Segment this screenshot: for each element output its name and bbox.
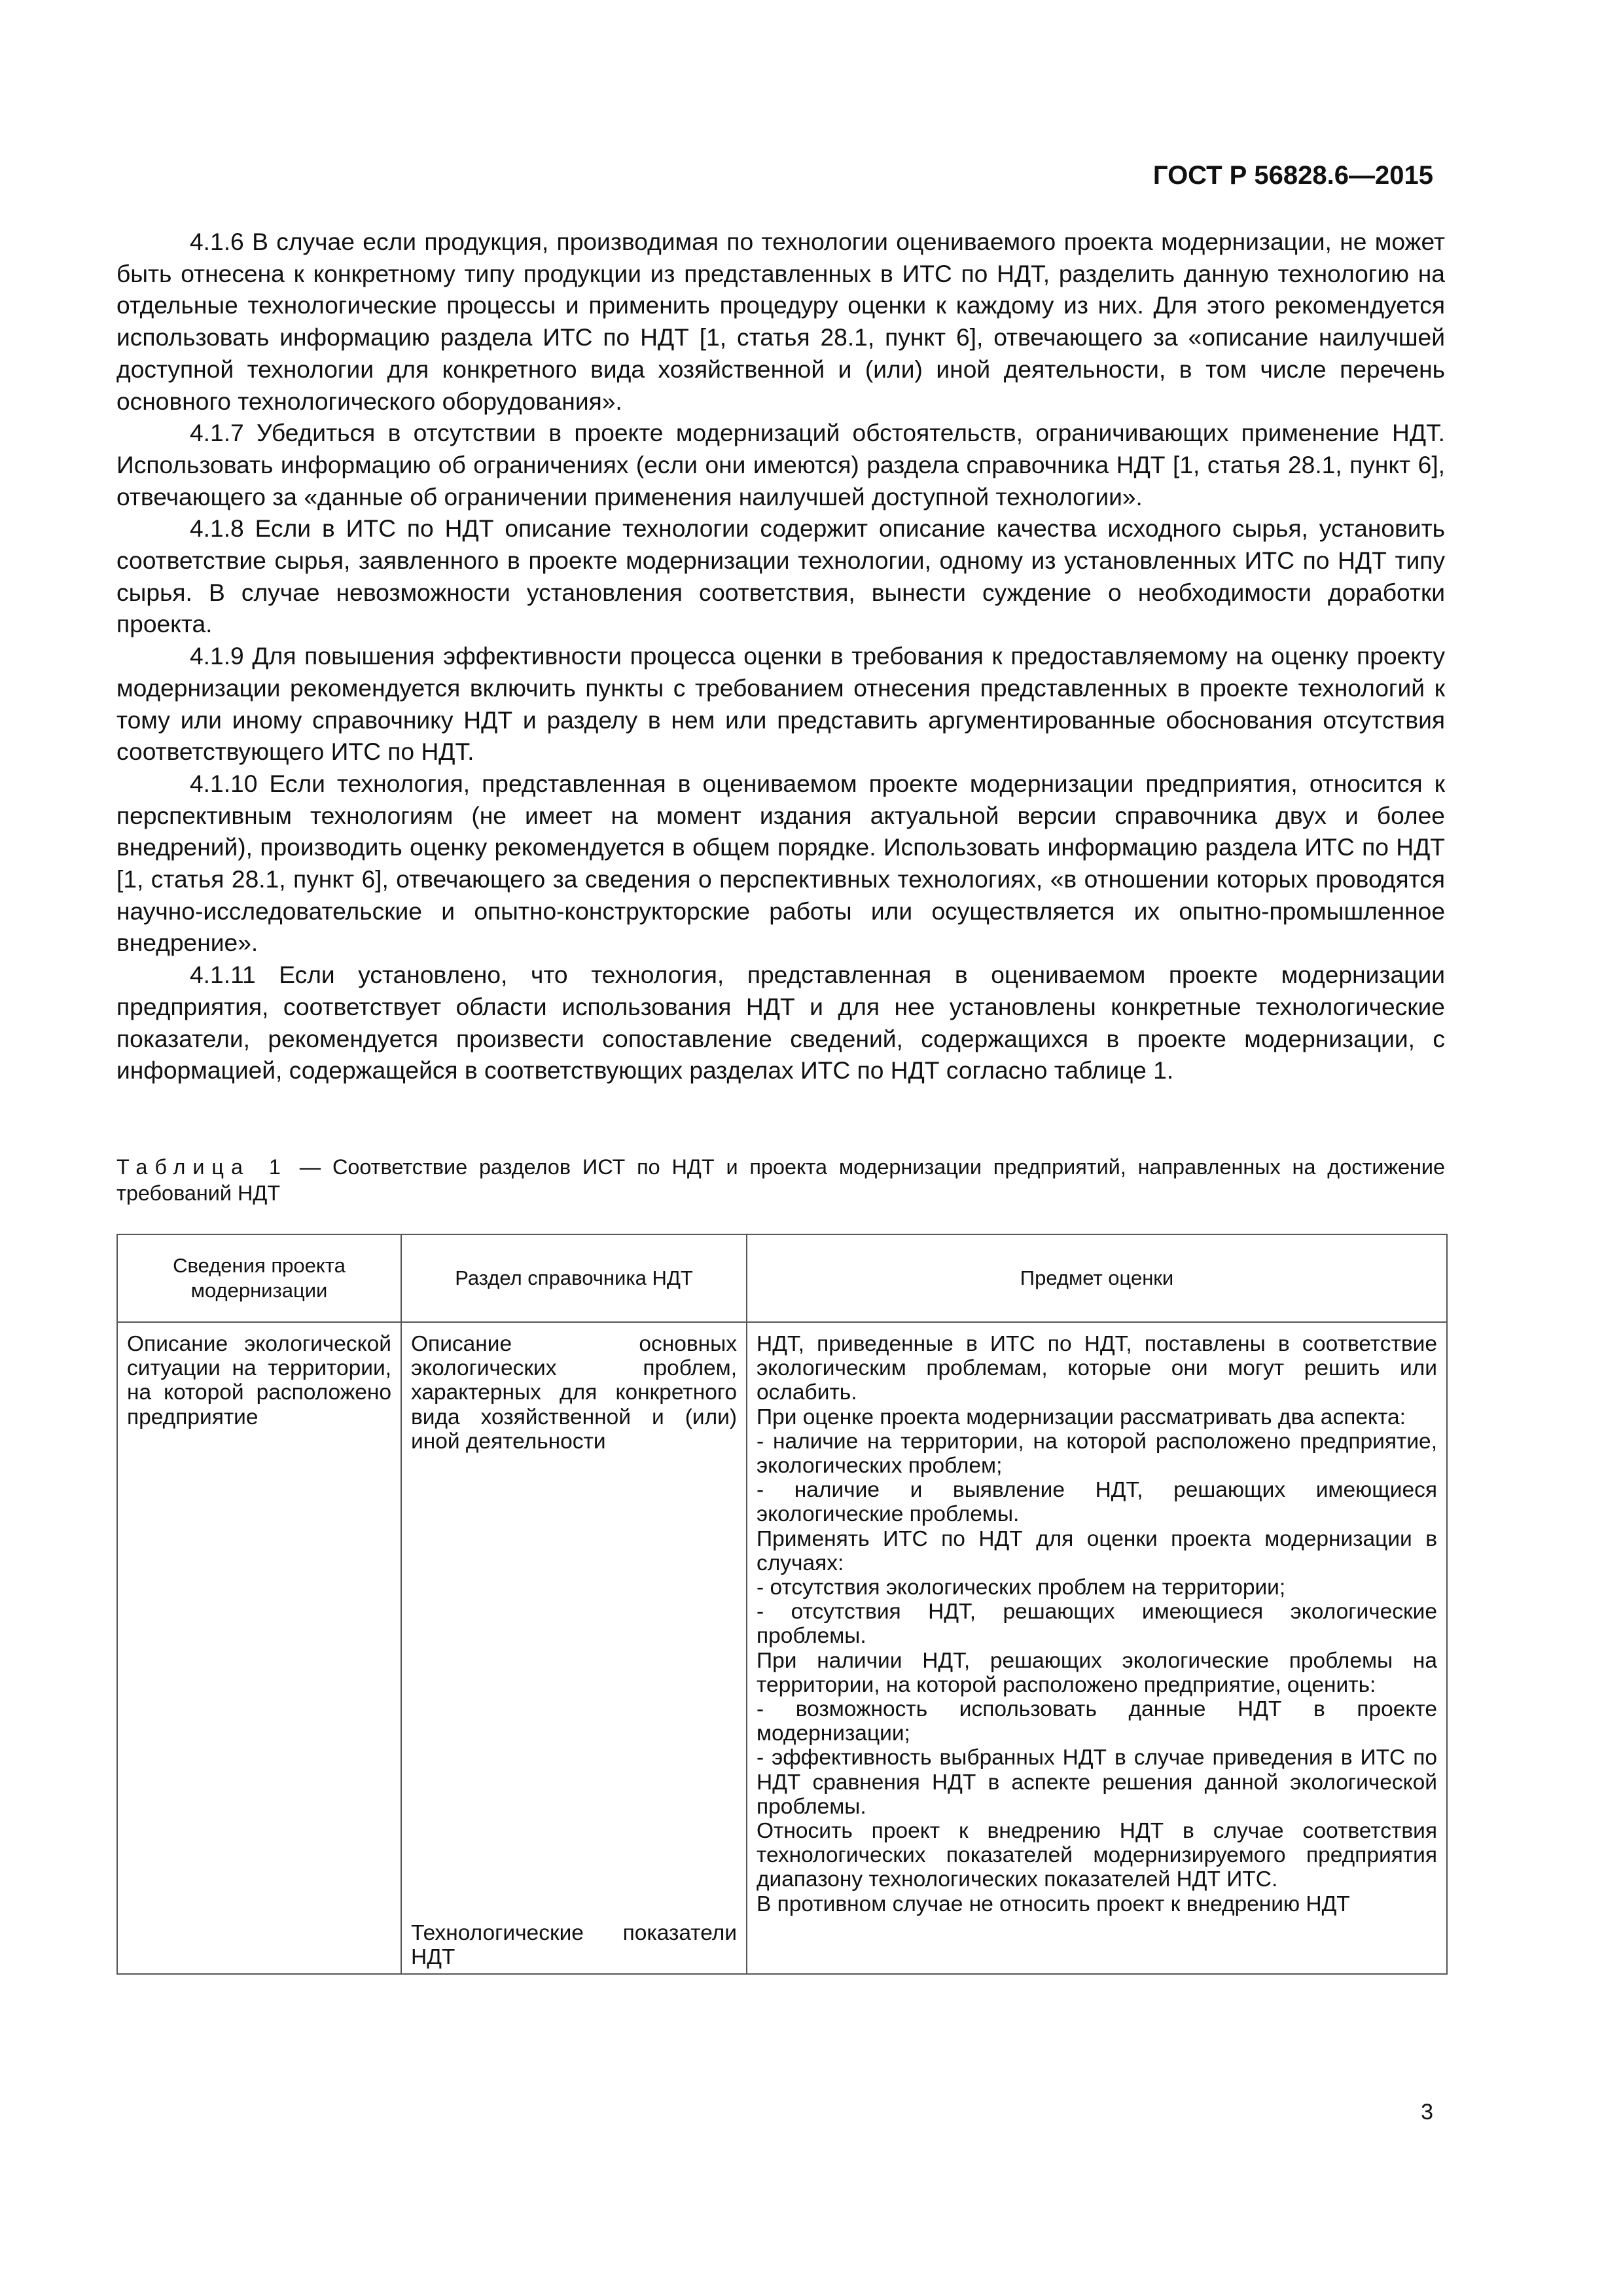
paragraph-4-1-7: 4.1.7 Убедиться в отсутствии в проекте модернизаций обстоятельств, ограничивающих применение НДТ. Использовать информацию об ограничениях (если они имеются) раздела справочника НДТ [1, статья 28.1, пункт 6], отвечающего за «данные об ограничении применения наилучшей доступной технологии». [116, 419, 1445, 511]
assessment-line: - наличие и выявление НДТ, решающих имеющиеся экологические проблемы. [757, 1478, 1437, 1527]
assessment-line: - эффективность выбранных НДТ в случае приведения в ИТС по НДТ сравнения НДТ в аспекте решения данной экологической проблемы. [757, 1746, 1437, 1819]
paragraph-4-1-8: 4.1.8 Если в ИТС по НДТ описание технологии содержит описание качества исходного сырья, установить соответствие сырья, заявленного в проекте модернизации технологии, одному из установленных ИТС по НДТ типу сырья. В случае невозможности установления соответствия, вынести суждение о необходимости доработки проекта. [116, 514, 1445, 638]
standards-table [116, 1234, 1448, 1975]
cell-assessment-subject [747, 1322, 1447, 1974]
assessment-line: - отсутствия НДТ, решающих имеющиеся экологические проблемы. [757, 1600, 1437, 1649]
header-assessment-subject: Предмет оценки [747, 1234, 1447, 1322]
table-header-row [117, 1234, 1447, 1322]
assessment-line: При наличии НДТ, решающих экологические проблемы на территории, на которой расположено предприятие, оценить: [757, 1648, 1437, 1697]
table-caption [116, 1154, 1445, 1206]
paragraph-4-1-6: 4.1.6 В случае если продукция, производимая по технологии оцениваемого проекта модернизации, не может быть отнесена к конкретному типу продукции из представленных в ИТС по НДТ, разделить данную технологию на отдельные технологические процессы и применить процедуру оценки к каждому из них. Для этого рекомендуется использовать информацию раздела ИТС по НДТ [1, статья 28.1, пункт 6], отвечающего за «описание наилучшей доступной технологии для конкретного вида хозяйственной и (или) иной деятельности, в том числе перечень основного технологического оборудования». [116, 228, 1445, 415]
project-info-text: Описание экологической ситуации на территории, на которой расположено предприятие [127, 1332, 391, 1429]
table-caption-label: Таблица 1 [116, 1155, 288, 1179]
body-text [116, 226, 1445, 1086]
assessment-line: - возможность использовать данные НДТ в проекте модернизации; [757, 1697, 1437, 1746]
header-handbook-section: Раздел справочника НДТ [401, 1234, 747, 1322]
assessment-line: В противном случае не относить проект к внедрению НДТ [757, 1892, 1350, 1916]
paragraph-4-1-11: 4.1.11 Если установлено, что технология, представленная в оцениваемом проекте модернизации предприятия, соответствует области использования НДТ и для нее установлены конкретные технологические показатели, рекомендуется произвести сопоставление сведений, содержащихся в проекте модернизации, с информацией, содержащейся в соответствующих разделах ИТС по НДТ согласно таблице 1. [116, 961, 1445, 1085]
assessment-line: Применять ИТС по НДТ для оценки проекта модернизации в случаях: [757, 1526, 1437, 1575]
table-caption-text: — Соответствие разделов ИСТ по НДТ и проекта модернизации предприятий, направленных на достижение требований НДТ [116, 1155, 1446, 1205]
document-number: ГОСТ Р 56828.6—2015 [1152, 161, 1433, 190]
table-row [117, 1322, 1447, 1974]
assessment-line: - наличие на территории, на которой расположено предприятие, экологических проблем; [757, 1429, 1437, 1479]
assessment-line: - отсутствия экологических проблем на территории; [757, 1575, 1286, 1600]
section-technological-indicators: Технологические показатели НДТ [411, 1921, 737, 1970]
section-ecological-problems: Описание основных экологических проблем, характерных для конкретного вида хозяйственной и (или) иной деятельности [411, 1332, 737, 1454]
header-project-info: Сведения проекта модернизации [117, 1234, 401, 1322]
assessment-line: Относить проект к внедрению НДТ в случае соответствия технологических показателей модернизируемого предприятия диапазону технологических показателей НДТ ИТС. [757, 1819, 1437, 1892]
paragraph-4-1-10: 4.1.10 Если технология, представленная в оцениваемом проекте модернизации предприятия, относится к перспективным технологиям (не имеет на момент издания актуальной версии справочника двух и более внедрений), производить оценку рекомендуется в общем порядке. Использовать информацию раздела ИТС по НДТ [1, статья 28.1, пункт 6], отвечающего за сведения о перспективных технологиях, «в отношении которых проводятся научно-исследовательские и опытно-конструкторские работы или осуществляется их опытно-промышленное внедрение». [116, 769, 1445, 957]
page-number: 3 [1421, 2100, 1433, 2125]
assessment-line: НДТ, приведенные в ИТС по НДТ, поставлены в соответствие экологическим проблемам, которые они могут решить или ослабить. [757, 1332, 1437, 1405]
cell-project-info [117, 1322, 401, 1974]
assessment-line: При оценке проекта модернизации рассматривать два аспекта: [757, 1405, 1406, 1429]
cell-handbook-section [401, 1322, 747, 1974]
paragraph-4-1-9: 4.1.9 Для повышения эффективности процесса оценки в требования к предоставляемому на оценку проекту модернизации рекомендуется включить пункты с требованием отнесения представленных в проекте технологий к тому или иному справочнику НДТ и разделу в нем или представить аргументированные обоснования отсутствия соответствующего ИТС по НДТ. [116, 642, 1445, 766]
